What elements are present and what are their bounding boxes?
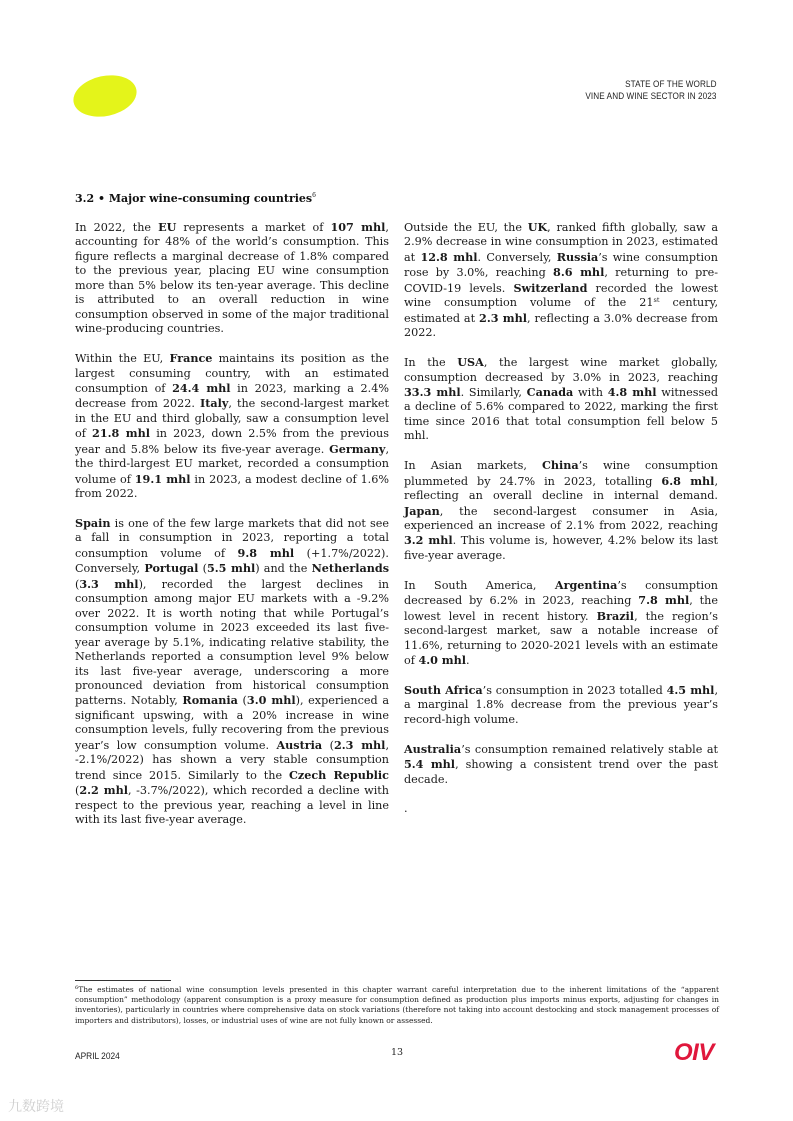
paragraph-text: , the second-largest consumer in Asia, experienced an increase of 2.1% from 2022, reaching — [404, 504, 718, 533]
left-text-column — [75, 220, 389, 842]
emphasis-text: Brazil — [596, 608, 635, 623]
paragraph-text: , a marginal 1.8% decrease from the previous year’s record-high volume. — [404, 683, 718, 726]
paragraph-text: st — [653, 296, 660, 305]
right-column-paragraph — [404, 220, 718, 341]
left-column-paragraph — [75, 516, 389, 828]
right-column-paragraph — [404, 578, 718, 669]
section-title — [75, 192, 316, 205]
paragraph-text: ), experienced a significant upswing, with a 20% increase in wine consumption levels, fully recovering from the previous year’s low consumption volume. — [75, 694, 389, 752]
paragraph-text: . Conversely, — [477, 250, 557, 264]
paragraph-text: ( — [198, 562, 207, 576]
paragraph-text: , showing a consistent trend over the past decade. — [404, 758, 718, 786]
paragraph-text: , the second-largest market in the EU and third globally, saw a consumption level of — [75, 397, 389, 441]
paragraph-text: ’s wine consumption rose by 3.0%, reaching — [404, 250, 718, 280]
running-header — [586, 79, 717, 103]
paragraph-text: , the largest wine market globally, consumption decreased by 3.0% in 2023, reaching — [404, 356, 718, 384]
emphasis-text: Germany — [329, 441, 386, 456]
paragraph-text: in 2023, marking a 2.4% decrease from 2022. — [75, 381, 389, 411]
emphasis-text: 3.0 mhl — [246, 693, 296, 708]
paragraph-text: . This volume is, however, 4.2% below its last five-year average. — [404, 534, 718, 562]
paragraph-text: , reflecting a 3.0% decrease from 2022. — [404, 311, 718, 340]
emphasis-text: Italy — [199, 396, 229, 411]
emphasis-text: Switzerland — [513, 280, 588, 295]
emphasis-text: Czech Republic — [288, 767, 389, 782]
emphasis-text: Netherlands — [311, 561, 389, 576]
paragraph-text: In Asian markets, — [404, 459, 542, 473]
header-line-2: VINE AND WINE SECTOR IN 2023 — [585, 91, 717, 102]
oiv-logo: OIV — [674, 1039, 714, 1066]
header-line-1: STATE OF THE WORLD — [625, 79, 717, 90]
section-title-text: 3.2 • Major wine-consuming countries — [75, 192, 313, 205]
emphasis-text: 33.3 mhl — [404, 384, 461, 399]
left-column-paragraph — [75, 351, 389, 502]
footnote-reference[interactable]: 6 — [312, 192, 316, 199]
emphasis-text: 2.3 mhl — [479, 310, 528, 325]
paragraph-text: ) and the — [255, 562, 312, 576]
footnote — [75, 985, 719, 1026]
emphasis-text: 4.0 mhl — [418, 653, 467, 668]
right-column-paragraph — [404, 683, 718, 727]
right-column-paragraph — [404, 742, 718, 787]
paragraph-text: century, estimated at — [404, 296, 718, 325]
emphasis-text: 19.1 mhl — [134, 471, 191, 486]
paragraph-text: In the — [404, 356, 458, 370]
paragraph-text: , the third-largest EU market, recorded a consumption volume of — [75, 442, 389, 486]
paragraph-text: . Similarly, — [460, 385, 527, 399]
footnote-divider — [75, 980, 171, 981]
page-number: 13 — [390, 1047, 404, 1058]
emphasis-text: 4.5 mhl — [666, 682, 715, 697]
paragraph-text: In 2022, the — [75, 221, 159, 234]
paragraph-text: is one of the few large markets that did not see a fall in consumption in 2023, reporting a total consumption volume of — [75, 517, 389, 560]
emphasis-text: 2.2 mhl — [79, 783, 128, 798]
emphasis-text: 5.5 mhl — [207, 561, 256, 576]
emphasis-text: China — [541, 458, 579, 473]
paragraph-text: ), recorded the largest declines in consumption among major EU markets with a -9.2% over 2022. It is worth noting that while Portugal’s consumption volume in 2023 exceeded its last five-year average by 5.1%, indicating relative stability, the Netherlands reported a consumption level 9% below its last five-year average, underscoring a more pronounced deviation from historical consumption patterns. Notably, — [75, 577, 389, 708]
right-column-paragraph — [404, 458, 718, 563]
paragraph-text: ( — [75, 784, 80, 798]
paragraph-text: , -3.7%/2022), which recorded a decline with respect to the previous year, reaching a level in line with its last five-year average. — [75, 784, 389, 827]
paragraph-text: ’s consumption remained relatively stable at — [461, 742, 718, 756]
paragraph-text: ( — [237, 694, 247, 708]
emphasis-text: Romania — [182, 693, 238, 708]
decorative-yellow-blob — [70, 70, 141, 122]
emphasis-text: EU — [158, 220, 177, 234]
emphasis-text: UK — [527, 220, 548, 234]
watermark: 九数跨境 — [8, 1099, 64, 1115]
paragraph-text: , -2.1%/2022) has shown a very stable consumption trend since 2015. Similarly to the — [75, 738, 389, 782]
emphasis-text: 24.4 mhl — [172, 380, 231, 395]
paragraph-text: , accounting for 48% of the world’s consumption. This figure reflects a marginal decrease of 1.8% compared to the previous year, placing EU wine consumption more than 5% below its ten-year average. This decline is attributed to an overall reduction in wine consumption observed in some of the major traditional wine-producing countries. — [75, 221, 389, 336]
emphasis-text: Japan — [404, 503, 440, 518]
emphasis-text: Russia — [556, 249, 599, 264]
emphasis-text: Argentina — [554, 577, 618, 592]
paragraph-text: , the lowest level in recent history. — [404, 594, 718, 623]
emphasis-text: 2.3 mhl — [333, 737, 386, 752]
emphasis-text: 21.8 mhl — [92, 426, 151, 441]
emphasis-text: Portugal — [144, 561, 199, 576]
emphasis-text: Canada — [526, 384, 574, 399]
footnote-mark: 6 — [75, 985, 79, 991]
emphasis-text: Austria — [276, 737, 323, 752]
paragraph-text: , returning to pre-COVID-19 levels. — [404, 266, 718, 295]
emphasis-text: 6.8 mhl — [661, 473, 715, 488]
paragraph-text: ( — [322, 738, 334, 752]
right-column-paragraph — [404, 355, 718, 444]
paragraph-text: . — [466, 654, 470, 668]
emphasis-text: South Africa — [404, 682, 483, 697]
paragraph-text: witnessed a decline of 5.6% compared to 2022, marking the first time since 2016 that total consumption fell below 5 mhl. — [404, 385, 718, 443]
right-text-column — [404, 220, 718, 830]
paragraph-text: ’s consumption in 2023 totalled — [482, 683, 667, 697]
paragraph-text: in 2023, down 2.5% from the previous year and 5.8% below its five-year average. — [75, 427, 389, 456]
paragraph-text: in 2023, a modest decline of 1.6% from 2022. — [75, 472, 389, 501]
emphasis-text: USA — [457, 355, 484, 370]
emphasis-text: 7.8 mhl — [638, 593, 690, 608]
footer-date: APRIL 2024 — [75, 1051, 120, 1062]
emphasis-text: Australia — [404, 741, 462, 756]
paragraph-text: Within the EU, — [75, 352, 170, 366]
emphasis-text: France — [169, 351, 213, 366]
paragraph-text: ’s consumption decreased by 6.2% in 2023, reaching — [404, 578, 719, 608]
emphasis-text: 3.2 mhl — [404, 533, 453, 548]
paragraph-text: with — [573, 385, 608, 399]
paragraph-text: . — [404, 801, 408, 815]
paragraph-text: , reflecting an overall decline in internal demand. — [404, 474, 718, 503]
paragraph-text: recorded the lowest wine consumption volume of the 21 — [404, 281, 719, 310]
paragraph-text: ’s wine consumption plummeted by 24.7% in 2023, totalling — [404, 459, 718, 488]
paragraph-text: Outside the EU, the — [404, 221, 528, 234]
right-column-paragraph — [404, 802, 718, 816]
emphasis-text: 107 mhl — [330, 220, 386, 234]
left-column-paragraph — [75, 220, 389, 337]
emphasis-text: 12.8 mhl — [420, 249, 478, 264]
emphasis-text: 3.3 mhl — [79, 576, 139, 591]
paragraph-text: , the region’s second-largest market, saw a notable increase of 11.6%, returning to 2020-2021 levels with an estimate of — [404, 609, 719, 668]
footnote-text: The estimates of national wine consumption levels presented in this chapter warrant careful interpretation due to the inherent limitations of the “apparent consumption” methodology (apparent consumption is a proxy measure for consumption defined as production plus imports minus exports, adjusting for changes in inventories), particularly in countries where comprehensive data on stock variations (therefore not taking into account destocking and stock management processes of importers and distributors), losses, or industrial uses of wine are not fully known or assessed. — [75, 985, 719, 1025]
paragraph-text: (+1.7%/2022). Conversely, — [75, 546, 389, 576]
paragraph-text: represents a market of — [176, 221, 331, 234]
emphasis-text: 8.6 mhl — [553, 265, 605, 280]
paragraph-text: In South America, — [404, 578, 555, 592]
emphasis-text: 5.4 mhl — [404, 757, 456, 772]
emphasis-text: 4.8 mhl — [607, 384, 657, 399]
paragraph-text: , ranked fifth globally, saw a 2.9% decrease in wine consumption in 2023, estimated at — [404, 221, 718, 264]
paragraph-text: maintains its position as the largest consuming country, with an estimated consumption of — [75, 352, 389, 395]
emphasis-text: 9.8 mhl — [237, 545, 295, 560]
paragraph-text: ( — [75, 577, 80, 591]
emphasis-text: Spain — [75, 516, 111, 531]
